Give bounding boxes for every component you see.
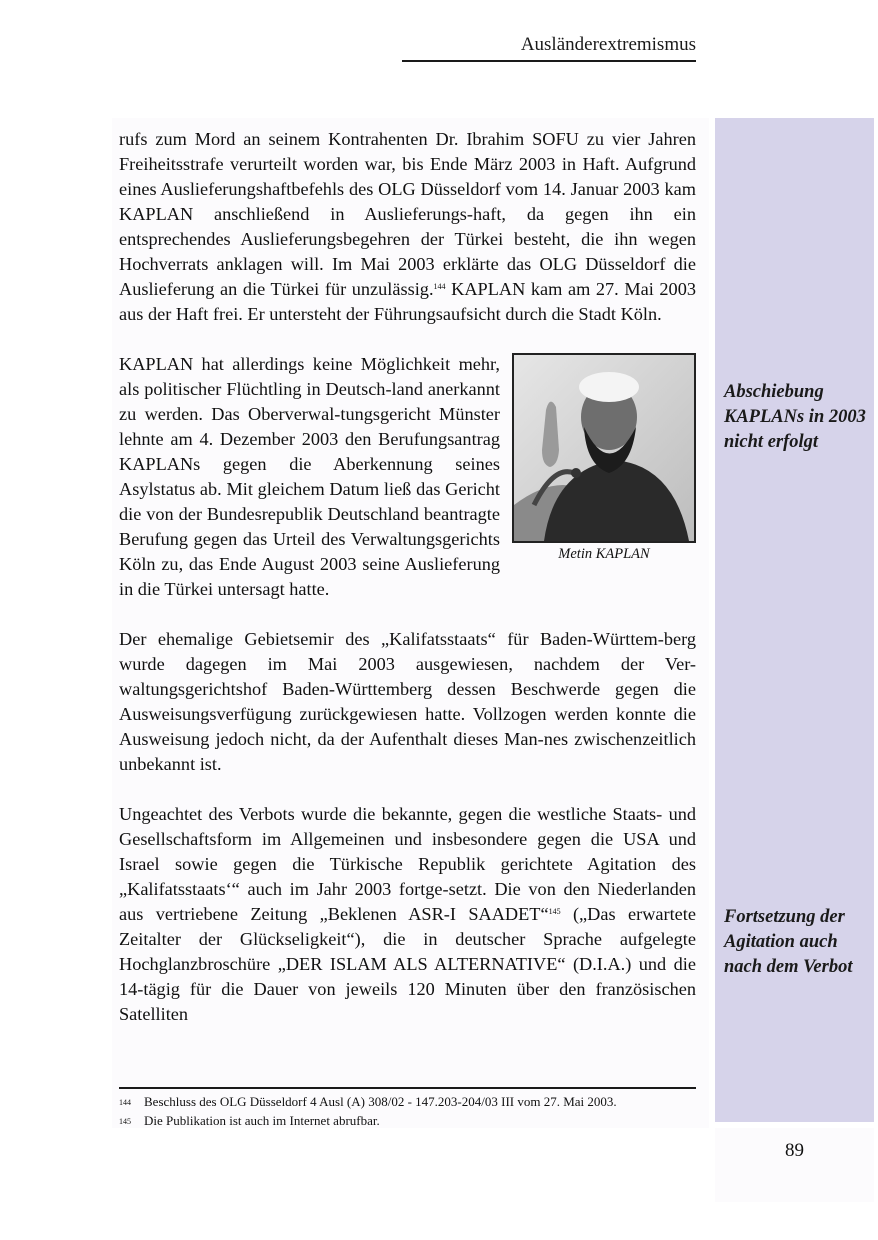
figure-caption: Metin KAPLAN <box>558 546 650 562</box>
footnote-ref-144[interactable]: 144 <box>433 282 446 291</box>
portrait-photo <box>512 353 696 543</box>
marginal-note-deportation: Abschiebung KAPLANs in 2003 nicht erfolgt <box>724 382 866 452</box>
footnote-144: 144 Beschluss des OLG Düsseldorf 4 Ausl (A) 308/02 - 147.203-204/03 III vom 27. Mai 2003. <box>119 1094 617 1109</box>
running-header: Ausländerextremismus <box>402 34 696 62</box>
body-text <box>119 127 696 1052</box>
paragraph-3: Der ehemalige Gebietsemir des „Kalifatsstaats“ für Baden-Württem-berg wurde dagegen im Mai 2003 ausgewiesen, nachdem der Ver-waltungsgerichtshof Baden-Württemberg dessen Beschwerde gegen die Ausweisungsverfügung zurückgewiesen hatte. Vollzogen werden konnte die Ausweisung jedoch nicht, da der Aufenthalt dieses Man-nes zwischenzeitlich unbekannt ist. <box>119 629 696 774</box>
footnotes <box>119 1087 696 1131</box>
footnote-ref-145[interactable]: 145 <box>548 907 561 916</box>
paragraph-1: rufs zum Mord an seinem Kontrahenten Dr. Ibrahim SOFU zu vier Jahren Freiheitsstrafe verurteilt worden war, bis Ende März 2003 in Haft. Aufgrund eines Auslieferungshaftbefehls des OLG Düsseldorf vom 14. Januar 2003 kam KAPLAN anschließend in Auslieferungs-haft, da gegen ihn ein entsprechendes Auslieferungsbegehren der Türkei besteht, die ihn wegen Hochverrats anklagen will. Im Mai 2003 erklärte das OLG Düsseldorf die Auslieferung an die Türkei für unzulässig.$^{144}$ KAPLAN kam am 27. Mai 2003 aus der Haft frei. Er untersteht der Führungsaufsicht durch die Stadt Köln. <box>119 129 696 324</box>
portrait-figure <box>512 353 696 564</box>
footnote-145: 145 Die Publikation ist auch im Internet abrufbar. <box>119 1113 380 1128</box>
marginal-note-agitation: Fortsetzung der Agitation auch nach dem Verbot <box>724 907 853 977</box>
paragraph-4: Ungeachtet des Verbots wurde die bekannte, gegen die westliche Staats- und Gesellschaftsform im Allgemeinen und insbesondere gegen die USA und Israel sowie gegen die Türkische Republik gerichtete Agitation des „Kalifatsstaats‘“ auch im Jahr 2003 fortge-setzt. Die von den Niederlanden aus vertriebene Zeitung „Beklenen ASR-I SAADET“$^{145}$ („Das erwartete Zeitalter der Glückseligkeit“), die in deutscher Sprache aufgelegte Hochglanzbroschüre „DER ISLAM ALS ALTERNATIVE“ (D.I.A.) und die 14-tägig für die Dauer von jeweils 120 Minuten über den französischen Satelliten <box>119 804 696 1024</box>
paragraph-2: Metin KAPLAN KAPLAN hat allerdings keine Möglichkeit mehr, als politischer Flüchtling in Deutsch-land anerkannt zu werden. Das Oberverwal-tungsgericht Münster lehnte am 4. Dezember 2003 den Berufungsantrag KAPLANs gegen die Aberkennung seines Asylstatus ab. Mit gleichem Datum ließ das Gericht die von der Bundesrepublik Deutschland beantragte Berufung gegen das Urteil des Verwaltungsgerichts Köln zu, das Ende August 2003 seine Auslieferung in die Türkei untersagt hatte. <box>119 352 696 602</box>
page-number: 89 <box>785 1140 804 1161</box>
